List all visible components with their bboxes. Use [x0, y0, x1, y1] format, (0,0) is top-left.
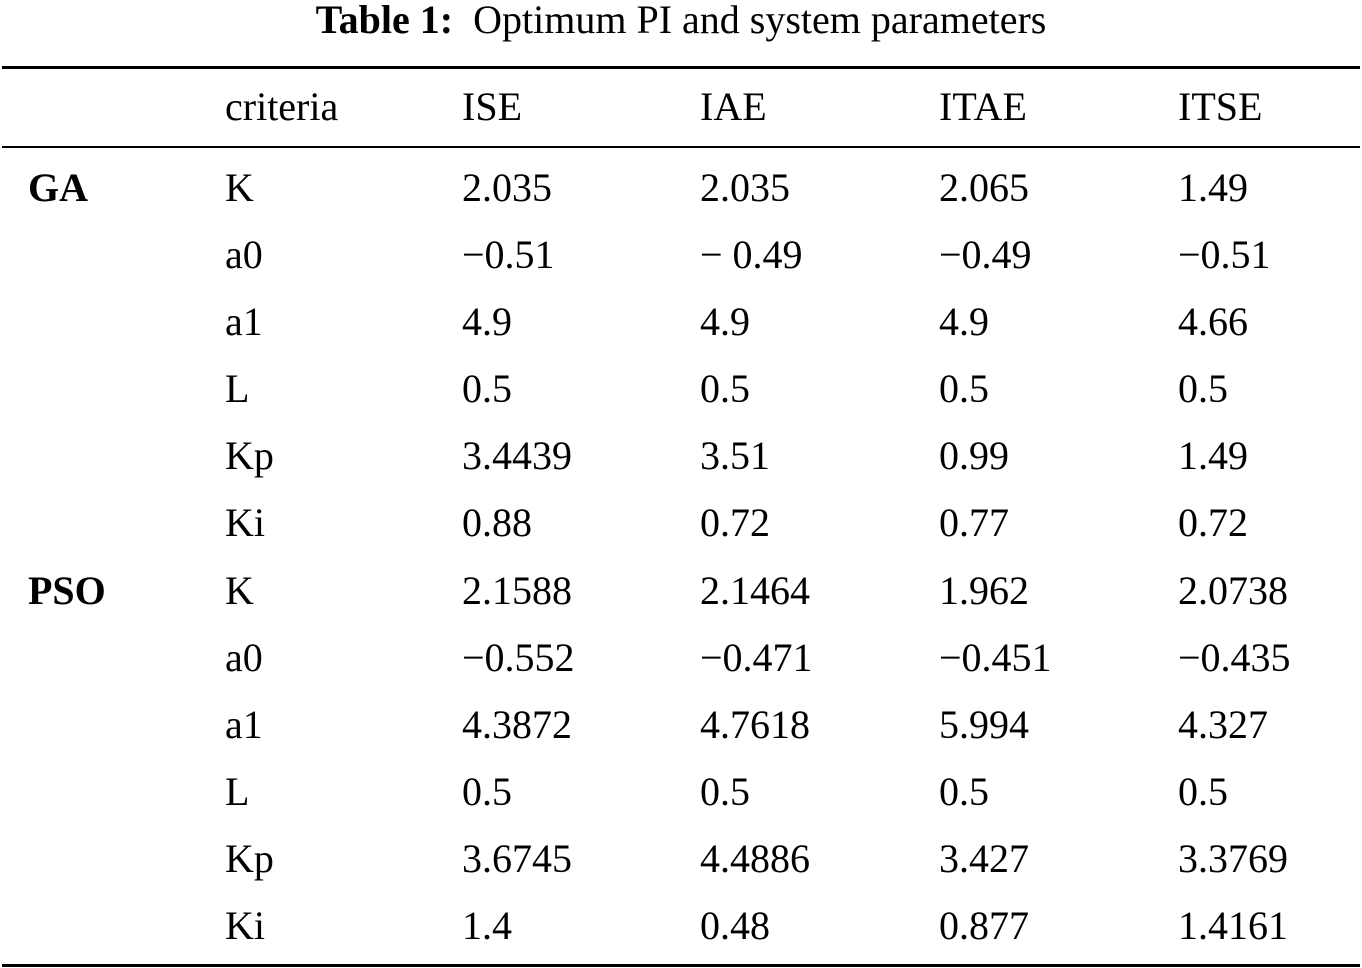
row-parameter-name: a1 — [225, 299, 263, 345]
table-bottom-rule — [2, 964, 1360, 967]
cell-iae: 4.9 — [700, 299, 750, 345]
cell-itse: 1.49 — [1178, 165, 1248, 210]
table-row — [0, 498, 1362, 565]
cell-itae: 0.877 — [939, 903, 1029, 949]
cell-iae: 4.7618 — [700, 701, 810, 747]
cell-iae: 0.5 — [700, 366, 750, 412]
row-parameter-name: a1 — [225, 701, 263, 747]
table-row — [0, 431, 1362, 498]
cell-itae: 0.5 — [939, 768, 989, 814]
header-cell-ise: ISE — [462, 84, 522, 129]
cell-iae: 2.035 — [700, 165, 790, 210]
table-row — [0, 163, 1362, 230]
table-row — [0, 230, 1362, 297]
cell-itae: 3.427 — [939, 835, 1029, 881]
table-row — [0, 901, 1362, 968]
cell-ise: 0.88 — [462, 500, 532, 546]
cell-itae: −0.451 — [939, 634, 1052, 680]
row-parameter-name: a0 — [225, 634, 263, 680]
cell-iae: − 0.49 — [700, 232, 803, 278]
header-cell-itse: ITSE — [1178, 84, 1263, 129]
cell-itse: 3.3769 — [1178, 835, 1288, 881]
table-row — [0, 566, 1362, 633]
header-cell-criteria: criteria — [225, 84, 339, 129]
row-parameter-name: Ki — [225, 903, 265, 949]
table-caption-text: Optimum PI and system parameters — [473, 0, 1047, 42]
table-top-rule — [2, 66, 1360, 69]
cell-itse: −0.435 — [1178, 634, 1291, 680]
cell-ise: 3.4439 — [462, 433, 572, 479]
table-row — [0, 700, 1362, 767]
table-header-row — [0, 82, 1362, 132]
cell-itae: 5.994 — [939, 701, 1029, 747]
cell-itae: 1.962 — [939, 567, 1029, 613]
cell-ise: −0.51 — [462, 232, 555, 278]
row-parameter-name: L — [225, 366, 250, 412]
cell-ise: 2.1588 — [462, 567, 572, 613]
row-parameter-name: Kp — [225, 835, 274, 881]
cell-iae: −0.471 — [700, 634, 813, 680]
row-parameter-name: Kp — [225, 433, 274, 479]
cell-itse: 2.0738 — [1178, 567, 1288, 613]
cell-ise: 3.6745 — [462, 835, 572, 881]
cell-itse: 0.5 — [1178, 768, 1228, 814]
cell-itse: 4.66 — [1178, 299, 1248, 345]
cell-itae: 0.5 — [939, 366, 989, 412]
cell-ise: −0.552 — [462, 634, 575, 680]
cell-iae: 0.48 — [700, 903, 770, 949]
cell-ise: 0.5 — [462, 366, 512, 412]
cell-iae: 2.1464 — [700, 567, 810, 613]
table-caption-label: Table 1: — [315, 0, 454, 42]
cell-itse: 1.49 — [1178, 433, 1248, 479]
cell-iae: 4.4886 — [700, 835, 810, 881]
table-caption — [0, 0, 1362, 44]
row-parameter-name: a0 — [225, 232, 263, 278]
cell-itse: 4.327 — [1178, 701, 1268, 747]
cell-iae: 0.5 — [700, 768, 750, 814]
cell-iae: 3.51 — [700, 433, 770, 479]
table-body — [0, 163, 1362, 968]
table-row — [0, 364, 1362, 431]
cell-itae: 2.065 — [939, 165, 1029, 210]
cell-itae: −0.49 — [939, 232, 1032, 278]
cell-itse: −0.51 — [1178, 232, 1271, 278]
header-cell-iae: IAE — [700, 84, 767, 129]
cell-itae: 4.9 — [939, 299, 989, 345]
cell-itse: 1.4161 — [1178, 903, 1288, 949]
row-parameter-name: L — [225, 768, 250, 814]
row-group-label: PSO — [28, 567, 106, 613]
cell-iae: 0.72 — [700, 500, 770, 546]
row-parameter-name: Ki — [225, 500, 265, 546]
cell-itae: 0.99 — [939, 433, 1009, 479]
cell-itse: 0.5 — [1178, 366, 1228, 412]
table-row — [0, 767, 1362, 834]
cell-ise: 1.4 — [462, 903, 512, 949]
table-row — [0, 297, 1362, 364]
row-parameter-name: K — [225, 567, 254, 613]
cell-ise: 2.035 — [462, 165, 552, 210]
row-parameter-name: K — [225, 165, 254, 210]
cell-ise: 4.3872 — [462, 701, 572, 747]
cell-itse: 0.72 — [1178, 500, 1248, 546]
cell-ise: 4.9 — [462, 299, 512, 345]
table-row — [0, 834, 1362, 901]
row-group-label: GA — [28, 165, 88, 210]
table-row — [0, 633, 1362, 700]
cell-ise: 0.5 — [462, 768, 512, 814]
cell-itae: 0.77 — [939, 500, 1009, 546]
header-cell-itae: ITAE — [939, 84, 1027, 129]
table-header-rule — [2, 146, 1360, 148]
